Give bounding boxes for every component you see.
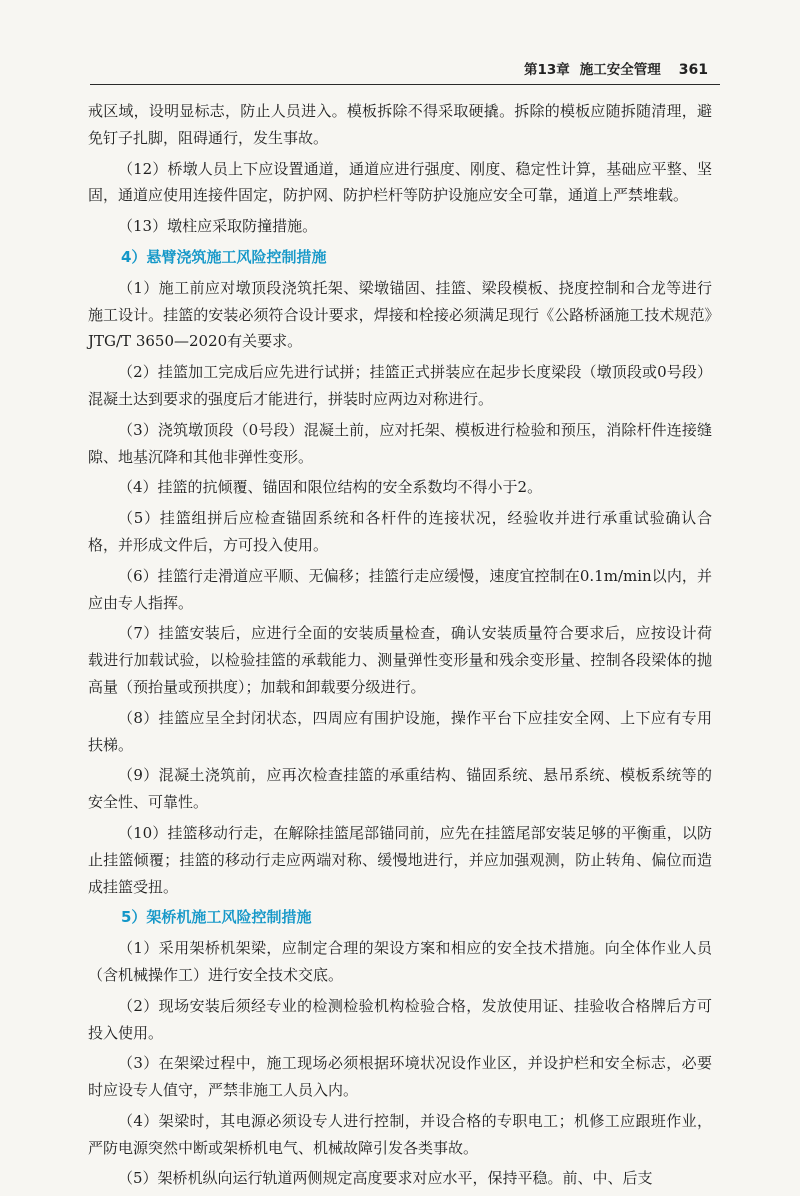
list-item: （2）现场安装后须经专业的检测检验机构检验合格，发放使用证、挂验收合格牌后方可投入使用。 bbox=[88, 996, 712, 1042]
list-item: （4）架梁时，其电源必须设专人进行控制，并设合格的专职电工；机修工应跟班作业，严防电源突然中断或架桥机电气、机械故障引发各类事故。 bbox=[88, 1111, 712, 1157]
section-heading: 4）悬臂浇筑施工风险控制措施 bbox=[121, 247, 327, 266]
paragraph: 戒区域，设明显标志，防止人员进入。模板拆除不得采取硬撬。拆除的模板应随拆随清理，避免钉子扎脚，阻碍通行，发生事故。 bbox=[88, 102, 712, 147]
list-item: （6）挂篮行走滑道应平顺、无偏移；挂篮行走应缓慢，速度宜控制在0.1m/min以内，并应由专人指挥。 bbox=[88, 566, 712, 612]
section-heading: 5）架桥机施工风险控制措施 bbox=[121, 908, 312, 927]
list-item: （2）挂篮加工完成后应先进行试拼；挂篮正式拼装应在起步长度梁段（墩顶段或0号段）混凝土达到要求的强度后才能进行，拼装时应两边对称进行。 bbox=[88, 363, 712, 408]
list-item: （1）施工前应对墩顶段浇筑托架、梁墩锚固、挂篮、梁段模板、挠度控制和合龙等进行施工设计。挂篮的安装必须符合设计要求，焊接和栓接必须满足现行《公路桥涵施工技术规范》JTG/T 3650—2020有关要求。 bbox=[88, 278, 712, 351]
list-item: （3）浇筑墩顶段（0号段）混凝土前，应对托架、模板进行检验和预压，消除杆件连接缝隙、地基沉降和其他非弹性变形。 bbox=[88, 420, 712, 466]
header-rule bbox=[90, 84, 720, 85]
list-item: （5）挂篮组拼后应检查锚固系统和各杆件的连接状况，经验收并进行承重试验确认合格，并形成文件后，方可投入使用。 bbox=[88, 509, 712, 554]
chapter-title: 施工安全管理 bbox=[579, 62, 661, 78]
page-number: 361 bbox=[678, 62, 708, 78]
list-item: （12）桥墩人员上下应设置通道，通道应进行强度、刚度、稳定性计算，基础应平整、坚固，通道应使用连接件固定，防护网、防护栏杆等防护设施应安全可靠，通道上严禁堆载。 bbox=[88, 159, 712, 205]
list-item: （1）采用架桥机架梁，应制定合理的架设方案和相应的安全技术措施。向全体作业人员（含机械操作工）进行安全技术交底。 bbox=[88, 939, 712, 984]
list-item: （4）挂篮的抗倾覆、锚固和限位结构的安全系数均不得小于2。 bbox=[118, 478, 543, 497]
list-item: （8）挂篮应呈全封闭状态，四周应有围护设施，操作平台下应挂安全网、上下应有专用扶梯。 bbox=[88, 708, 712, 754]
list-item: （9）混凝土浇筑前，应再次检查挂篮的承重结构、锚固系统、悬吊系统、模板系统等的安全性、可靠性。 bbox=[88, 766, 712, 812]
list-item: （5）架桥机纵向运行轨道两侧规定高度要求对应水平，保持平稳。前、中、后支 bbox=[118, 1169, 653, 1188]
page-body bbox=[88, 98, 712, 1196]
list-item: （7）挂篮安装后，应进行全面的安装质量检查，确认安装质量符合要求后，应按设计荷载进行加载试验，以检验挂篮的承载能力、测量弹性变形量和残余变形量、控制各段梁体的抛高量（预抬量或预拱度）；加载和卸载要分级进行。 bbox=[88, 624, 712, 696]
list-item: （10）挂篮移动行走，在解除挂篮尾部锚同前，应先在挂篮尾部安装足够的平衡重，以防止挂篮倾覆；挂篮的移动行走应两端对称、缓慢地进行，并应加强观测，防止转角、偏位而造成挂篮受扭。 bbox=[88, 823, 712, 896]
list-item: （13）墩柱应采取防撞措施。 bbox=[118, 217, 318, 236]
running-header bbox=[90, 58, 720, 86]
chapter-number: 第13章 bbox=[523, 62, 570, 78]
list-item: （3）在架梁过程中，施工现场必须根据环境状况设作业区，并设护栏和安全标志，必要时应设专人值守，严禁非施工人员入内。 bbox=[88, 1054, 712, 1100]
